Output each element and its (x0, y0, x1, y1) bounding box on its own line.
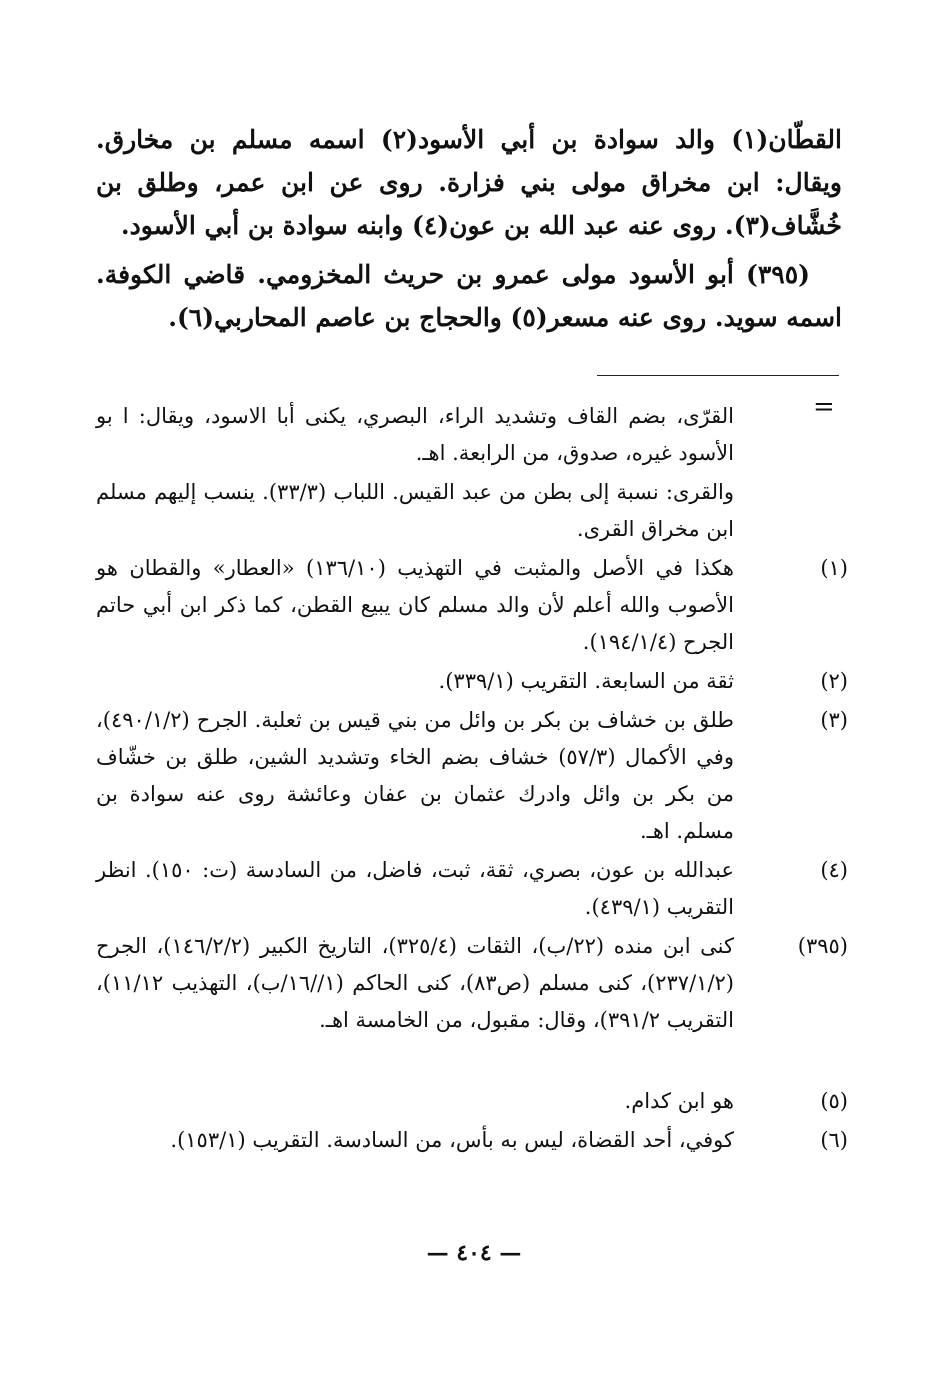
footnote-text: والقرى: نسبة إلى بطن من عبد القيس. اللباب (٣٣/٣). ينسب إليهم مسلم ابن مخراق القرى. (96, 480, 734, 541)
footnotes (96, 398, 848, 1159)
footnote-4 (96, 852, 848, 926)
footnote-number: (١) (820, 556, 848, 580)
footnote-number: (٤) (820, 858, 848, 882)
page-number: — ٤٠٤ — (426, 1240, 522, 1266)
footnote-separator (597, 375, 839, 376)
footnote-number: (٢) (820, 669, 848, 693)
main-text (96, 118, 842, 339)
footnote-3 (96, 702, 848, 850)
footnote-text: ثقة من السابعة. التقريب (٣٣٩/١). (438, 669, 734, 693)
footnote-text: عبدالله بن عون، بصري، ثقة، ثبت، فاضل، من السادسة (ت: ١٥٠). انظر التقريب (٤٣٩/١). (96, 858, 734, 919)
main-paragraph: القطّان(١) والد سوادة بن أبي الأسود(٢) اسمه مسلم بن مخارق. ويقال: ابن مخراق مولى بني فزارة. روى عن ابن عمر، وطلق بن خُشَّاف(٣). روى عنه عبد الله بن عون(٤) وابنه سوادة بن أبي الأسود. (96, 125, 842, 240)
footnote-continuation-2 (96, 474, 848, 548)
footnote-number: (٣٩٥) (797, 934, 848, 958)
footnote-5 (96, 1083, 848, 1120)
footnote-number: (٣) (820, 708, 848, 732)
footnote-text: كوفي، أحد القضاة، ليس به بأس، من السادسة. التقريب (١٥٣/١). (170, 1128, 734, 1152)
footnote-2 (96, 663, 848, 700)
footnote-text: كنى ابن منده (٢٢/ب)، الثقات (٣٢٥/٤)، التاريخ الكبير (١٤٦/٢/٢)، الجرح (٢٣٧/١/٢)، كنى مسلم (ص٨٣)، كنى الحاكم (١//١٦/ب)، التهذيب ١١/١٢)، التقريب ٣٩١/٢)، وقال: مقبول، من الخامسة اهـ. (96, 934, 734, 1032)
footnote-number: (٦) (820, 1128, 848, 1152)
footnote-number: (٥) (820, 1089, 848, 1113)
footnote-text: هو ابن كدام. (624, 1089, 734, 1113)
footnote-6 (96, 1122, 848, 1159)
footnote-1 (96, 550, 848, 661)
footnote-395 (96, 928, 848, 1039)
footnote-text: طلق بن خشاف بن بكر بن وائل من بني قيس بن ثعلبة. الجرح (٤٩٠/١/٢)، وفي الأكمال (٥٧/٣) خشاف بضم الخاء وتشديد الشين، طلق بن خشّاف من بكر بن وائل وادرك عثمان بن عفان وعائشة روى عنه سوادة بن مسلم. اهـ. (96, 708, 734, 843)
footnote-continuation-mark: = (813, 392, 835, 422)
footnote-text: هكذا في الأصل والمثبت في التهذيب (١٣٦/١٠) «العطار» والقطان هو الأصوب والله أعلم لأن والد مسلم كان يبيع القطن، كما ذكر ابن أبي حاتم الجرح (١٩٤/١/٤). (96, 556, 735, 654)
footnote-continuation-1 (96, 398, 848, 472)
footnote-text: القرّى، بضم القاف وتشديد الراء، البصري، يكنى أبا الاسود، ويقال: ا بو الأسود غيره، صدوق، من الرابعة. اهـ. (96, 404, 734, 465)
entry-paragraph-395: (٣٩٥) أبو الأسود مولى عمرو بن حريث المخزومي. قاضي الكوفة. اسمه سويد. روى عنه مسعر(٥) والحجاج بن عاصم المحاربي(٦). (96, 260, 842, 332)
